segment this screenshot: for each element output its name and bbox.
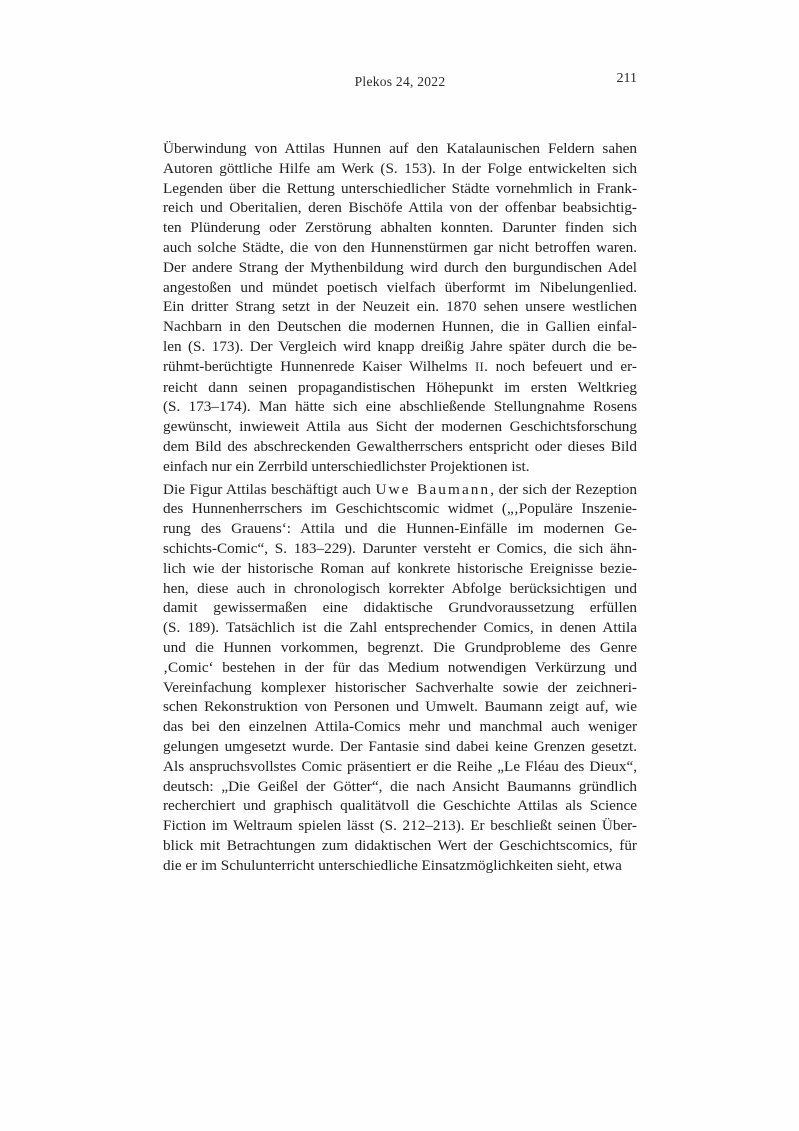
text-line	[163, 397, 637, 417]
text-segment: reicht dann seinen propagandistischen Höhepunkt im ersten Weltkrieg	[163, 378, 637, 396]
text-segment: reich und Oberitalien, deren Bischöfe Attila von der offenbar beabsichtig-	[163, 199, 637, 217]
text-segment: rung des Grauens‘: Attila und die Hunnen-Einfälle im modernen Ge-	[163, 520, 637, 538]
text-segment: des Hunnenherrschers im Geschichtscomic widmet („‚Populäre Inszenie-	[163, 500, 637, 518]
text-line	[163, 796, 637, 816]
text-line	[163, 317, 637, 337]
text-segment: Die Figur Attilas beschäftigt auch	[163, 480, 376, 498]
text-segment: ten Plünderung oder Zerstörung abhalten konnten. Darunter finden sich	[163, 219, 637, 237]
text-segment: rühmt-berüchtigte Hunnenrede Kaiser Wilhelms	[163, 357, 476, 375]
text-segment: auch solche Städte, die von den Hunnenstürmen gar nicht betroffen waren.	[163, 238, 637, 256]
text-line	[163, 278, 637, 298]
text-line	[163, 238, 637, 258]
text-segment: . noch befeuert und er-	[484, 357, 637, 375]
text-line	[163, 777, 637, 797]
text-line	[163, 218, 637, 238]
text-line	[163, 198, 637, 218]
text-line	[163, 717, 637, 737]
text-segment: lich wie der historische Roman auf konkrete historische Ereignisse bezie-	[163, 559, 637, 577]
text-segment: gewünscht, inwieweit Attila aus Sicht der modernen Geschichtsforschung	[163, 418, 637, 436]
text-segment: Ein dritter Strang setzt in der Neuzeit ein. 1870 sehen unsere westlichen	[163, 298, 637, 316]
text-segment: schen Rekonstruktion von Personen und Umwelt. Baumann zeigt auf, wie	[163, 698, 637, 716]
text-segment: deutsch: „Die Geißel der Götter“, die nach Ansicht Baumanns gründlich	[163, 777, 637, 795]
text-segment: ‚Comic‘ bestehen in der für das Medium notwendigen Verkürzung und	[163, 658, 637, 676]
text-line	[163, 539, 637, 559]
text-line	[163, 658, 637, 678]
text-line	[163, 579, 637, 599]
text-line	[163, 139, 637, 159]
text-line	[163, 757, 637, 777]
text-line	[163, 737, 637, 757]
text-segment: gelungen umgesetzt wurde. Der Fantasie sind dabei keine Grenzen gesetzt.	[163, 737, 637, 755]
text-line	[163, 297, 637, 317]
text-segment: recherchiert und graphisch qualitätvoll die Geschichte Attilas als Science	[163, 797, 637, 815]
text-line	[163, 457, 637, 477]
text-segment: hen, diese auch in chronologisch korrekter Abfolge berücksichtigen und	[163, 579, 637, 597]
text-line	[163, 618, 637, 638]
text-line	[163, 417, 637, 437]
text-segment: blick mit Betrachtungen zum didaktischen Wert der Geschichtscomics, für	[163, 836, 637, 854]
text-line	[163, 258, 637, 278]
text-block	[163, 139, 637, 878]
paragraph	[163, 139, 637, 477]
text-line	[163, 697, 637, 717]
text-line	[163, 638, 637, 658]
text-line	[163, 559, 637, 579]
text-segment: einfach nur ein Zerrbild unterschiedlichster Projektionen ist.	[163, 457, 530, 475]
page-number: 211	[616, 71, 637, 86]
text-line	[163, 357, 637, 378]
roman-numeral: II	[475, 359, 485, 374]
text-segment: dem Bild des abschreckenden Gewaltherrschers entspricht oder dieses Bild	[163, 437, 637, 455]
text-segment: Nachbarn in den Deutschen die modernen Hunnen, die in Gallien einfal-	[163, 318, 637, 336]
text-segment: , der sich der Rezeption	[490, 480, 637, 498]
text-line	[163, 816, 637, 836]
text-line	[163, 480, 637, 500]
text-segment: das bei den einzelnen Attila-Comics mehr und manchmal auch weniger	[163, 718, 637, 736]
person-name: Uwe Baumann	[375, 480, 491, 498]
text-line	[163, 499, 637, 519]
running-title: Plekos 24, 2022	[354, 74, 446, 89]
text-line	[163, 836, 637, 856]
text-segment: Als anspruchsvollstes Comic präsentiert er die Reihe „Le Fléau des Dieux“,	[163, 757, 637, 775]
text-line	[163, 179, 637, 199]
text-line	[163, 678, 637, 698]
paragraph	[163, 480, 637, 876]
text-segment: Fiction im Weltraum spielen lässt (S. 212–213). Er beschließt seinen Über-	[163, 817, 637, 835]
text-line	[163, 856, 637, 876]
text-segment: Überwindung von Attilas Hunnen auf den Katalaunischen Feldern sahen	[163, 140, 637, 157]
text-segment: (S. 173–174). Man hätte sich eine abschließende Stellungnahme Rosens	[163, 398, 637, 416]
text-segment: damit gewissermaßen eine didaktische Grundvoraussetzung erfüllen	[163, 599, 637, 617]
text-segment: Legenden über die Rettung unterschiedlicher Städte vornehmlich in Frank-	[163, 179, 637, 197]
text-line	[163, 159, 637, 179]
text-segment: Autoren göttliche Hilfe am Werk (S. 153). In der Folge entwickelten sich	[163, 159, 637, 177]
text-line	[163, 437, 637, 457]
text-line	[163, 598, 637, 618]
text-segment: angestoßen und mündet poetisch vielfach überformt im Nibelungenlied.	[163, 278, 637, 296]
text-line	[163, 337, 637, 357]
text-segment: Vereinfachung komplexer historischer Sachverhalte sowie der zeichneri-	[163, 678, 637, 696]
page-header	[163, 71, 637, 93]
text-segment: und die Hunnen vorkommen, begrenzt. Die Grundprobleme des Genre	[163, 638, 637, 656]
text-segment: die er im Schulunterricht unterschiedliche Einsatzmöglichkeiten sieht, etwa	[163, 856, 622, 874]
text-line	[163, 378, 637, 398]
text-line	[163, 519, 637, 539]
text-segment: Der andere Strang der Mythenbildung wird durch den burgundischen Adel	[163, 258, 637, 276]
text-segment: schichts-Comic“, S. 183–229). Darunter versteht er Comics, die sich ähn-	[163, 539, 637, 557]
text-segment: (S. 189). Tatsächlich ist die Zahl entsprechender Comics, in denen Attila	[163, 619, 637, 637]
text-segment: len (S. 173). Der Vergleich wird knapp dreißig Jahre später durch die be-	[163, 337, 637, 355]
